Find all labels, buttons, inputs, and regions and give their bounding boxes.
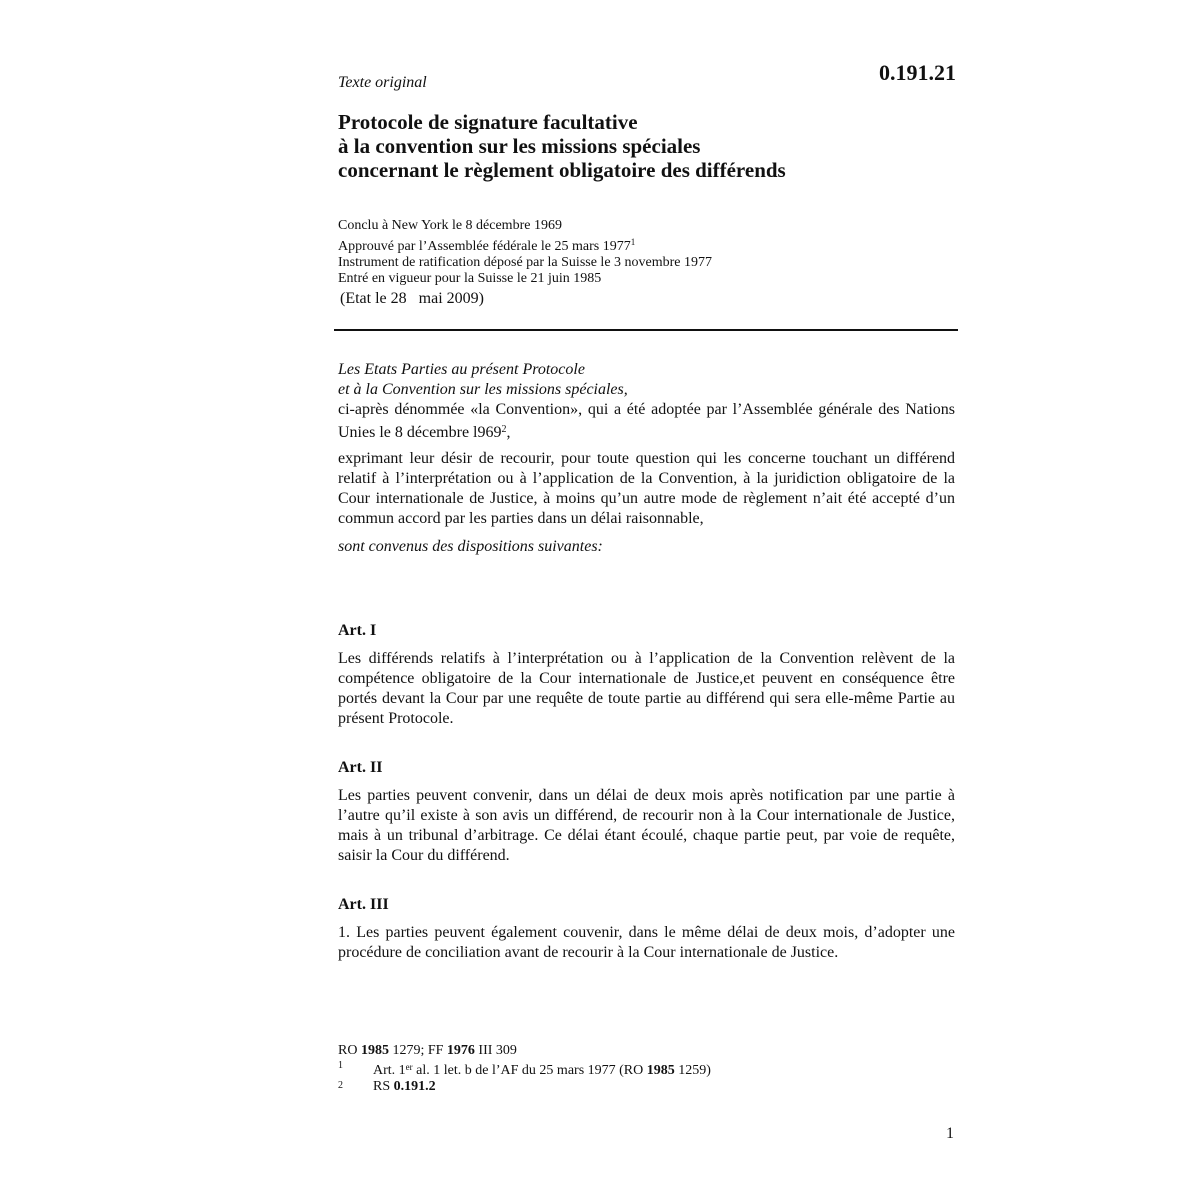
article-heading: Art. III xyxy=(338,896,389,913)
footnote-text: Art. 1er al. 1 let. b de l’AF du 25 mars 1977 (RO 1985 1259) xyxy=(373,1062,711,1078)
footnote-text: RS 0.191.2 xyxy=(373,1079,436,1094)
preamble-intro xyxy=(338,360,955,443)
preamble-paragraph: exprimant leur désir de recourir, pour toute question qui les concerne touchant un différend relatif à l’interprétation ou à l’application de la Convention, à la juridiction obligatoire de la Cour internationale de Justice, à moins qu’un autre mode de règlement n’ait été accepté d’un commun accord par les parties dans un délai raisonnable, xyxy=(338,450,955,527)
article-text: Les différends relatifs à l’interprétation ou à l’application de la Convention relèvent de la compétence obligatoire de la Cour internationale de Justice,et peuvent en conséquence être portés devant la Cour par une requête de toute partie au différend qui sera elle-même Partie au présent Protocole. xyxy=(338,650,955,727)
article-text: 1. Les parties peuvent également couvenir, dans le même délai de deux mois, d’adopter une procédure de conciliation avant de recourir à la Cour internationale de Justice. xyxy=(338,924,955,961)
article-heading: Art. I xyxy=(338,622,377,639)
state-date: (Etat le 28 mai 2009) xyxy=(340,290,484,307)
footnote-2 xyxy=(338,1079,955,1095)
ratification-line: Instrument de ratification déposé par la Suisse le 3 novembre 1977 xyxy=(338,255,713,270)
header-divider xyxy=(334,329,958,331)
title-line: Protocole de signature facultative xyxy=(338,110,638,134)
preamble-closing: sont convenus des dispositions suivantes: xyxy=(338,538,603,555)
footnote-ref[interactable]: 2 xyxy=(501,424,507,435)
document-title xyxy=(338,110,958,182)
text-origin-label: Texte original xyxy=(338,74,427,91)
preamble-line: et à la Convention sur les missions spéciales, xyxy=(338,381,628,398)
treaty-metadata xyxy=(338,218,712,287)
preamble-text: ci-après dénommée «la Convention», qui a été adoptée par l’Assemblée générale des Nations Unies le 8 décembre $l969^2$, xyxy=(338,401,955,441)
article-heading: Art. II xyxy=(338,759,383,776)
approved-line: Approuvé par l’Assemblée fédérale le 25 mars 1977$^1$ xyxy=(338,237,636,254)
sr-number: 0.191.21 xyxy=(879,60,956,85)
footnote-number: 2 xyxy=(338,1080,343,1091)
concluded-line: Conclu à New York le 8 décembre 1969 xyxy=(338,218,562,233)
footnote-ref[interactable]: 1 xyxy=(630,237,636,247)
article-text: Les parties peuvent convenir, dans un délai de deux mois après notification par une partie à l’autre qu’il existe à son avis un différend, de recourir non à la Cour internationale de Justice, mais à un tribunal d’arbitrage. Ce délai étant écoulé, chaque partie peut, par voie de requête, saisir la Cour du différend. xyxy=(338,787,955,864)
page-number: 1 xyxy=(946,1125,954,1142)
footnotes xyxy=(338,1043,955,1095)
in-force-line: Entré en vigueur pour la Suisse le 21 juin 1985 xyxy=(338,271,602,286)
title-line: concernant le règlement obligatoire des différends xyxy=(338,158,786,182)
title-line: à la convention sur les missions spéciales xyxy=(338,134,701,158)
source-citation: RO 1985 1279; FF 1976 III 309 xyxy=(338,1043,517,1058)
footnote-1 xyxy=(338,1059,955,1079)
preamble-line: Les Etats Parties au présent Protocole xyxy=(338,361,585,378)
footnote-number: 1 xyxy=(338,1060,343,1071)
